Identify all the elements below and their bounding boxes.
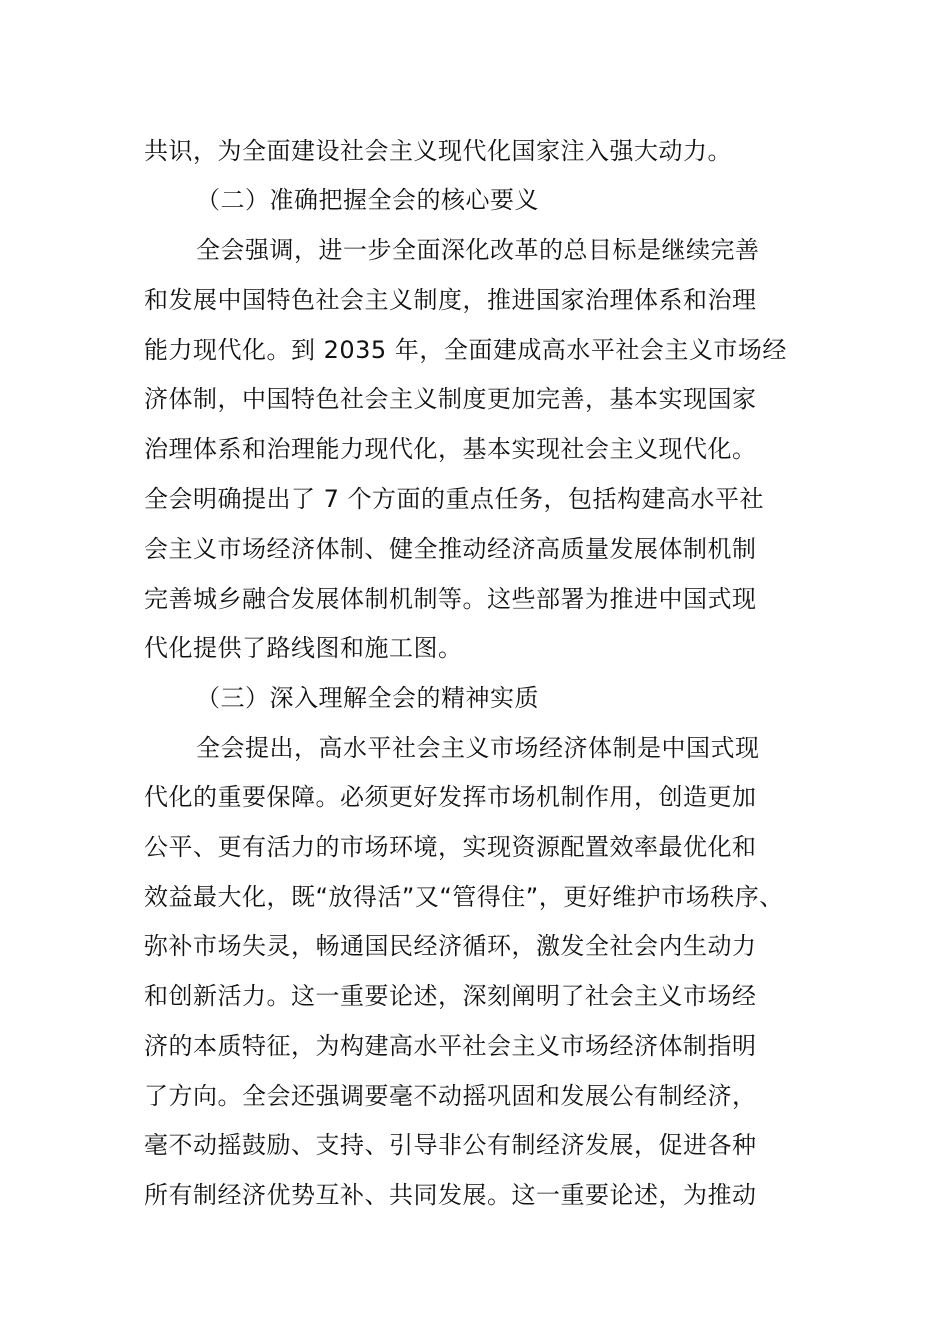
section-heading-3: （三）深入理解全会的精神实质 bbox=[196, 684, 539, 712]
body-text-line: 济体制，中国特色社会主义制度更加完善，基本实现国家 bbox=[144, 385, 757, 413]
body-text-line: 共识，为全面建设社会主义现代化国家注入强大动力。 bbox=[144, 137, 732, 165]
section-heading-2: （二）准确把握全会的核心要义 bbox=[196, 186, 539, 214]
body-text-line: 能力现代化。到 2035 年，全面建成高水平社会主义市场经 bbox=[144, 336, 787, 364]
paragraph-first-line: 全会强调，进一步全面深化改革的总目标是继续完善 bbox=[196, 236, 760, 264]
body-text-line: 了方向。全会还强调要毫不动摇巩固和发展公有制经济， bbox=[144, 1082, 757, 1110]
body-text-line: 效益最大化，既“放得活”又“管得住”，更好维护市场秩序、 bbox=[144, 883, 784, 911]
body-text-line: 全会明确提出了 7 个方面的重点任务，包括构建高水平社 bbox=[144, 485, 765, 513]
body-text-line: 和发展中国特色社会主义制度，推进国家治理体系和治理 bbox=[144, 286, 757, 314]
body-text-line: 代化提供了路线图和施工图。 bbox=[144, 634, 463, 662]
body-text-line: 所有制经济优势互补、共同发展。这一重要论述，为推动 bbox=[144, 1181, 757, 1209]
body-text-line: 会主义市场经济体制、健全推动经济高质量发展体制机制 bbox=[144, 535, 757, 563]
body-text-line: 完善城乡融合发展体制机制等。这些部署为推进中国式现 bbox=[144, 585, 757, 613]
body-text-line: 毫不动摇鼓励、支持、引导非公有制经济发展，促进各种 bbox=[144, 1131, 757, 1159]
body-text-line: 和创新活力。这一重要论述，深刻阐明了社会主义市场经 bbox=[144, 982, 757, 1010]
body-text-line: 治理体系和治理能力现代化，基本实现社会主义现代化。 bbox=[144, 435, 757, 463]
body-text-line: 代化的重要保障。必须更好发挥市场机制作用，创造更加 bbox=[144, 783, 757, 811]
paragraph-first-line: 全会提出，高水平社会主义市场经济体制是中国式现 bbox=[196, 734, 760, 762]
body-text-line: 公平、更有活力的市场环境，实现资源配置效率最优化和 bbox=[144, 833, 757, 861]
body-text-line: 济的本质特征，为构建高水平社会主义市场经济体制指明 bbox=[144, 1032, 757, 1060]
body-text-line: 弥补市场失灵，畅通国民经济循环，激发全社会内生动力 bbox=[144, 932, 757, 960]
